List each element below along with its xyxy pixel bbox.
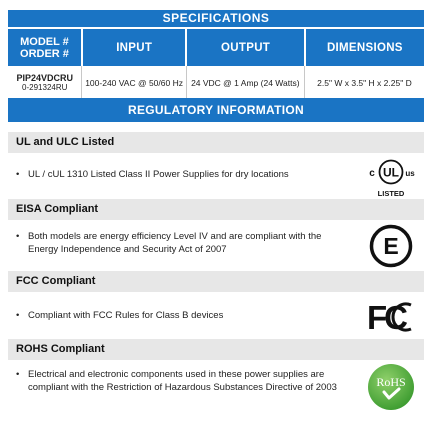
section-rohs bbox=[8, 339, 424, 418]
section-text-row bbox=[16, 368, 346, 394]
bullet: • bbox=[16, 169, 20, 180]
section-text-row bbox=[16, 168, 336, 181]
section-eisa bbox=[8, 199, 424, 270]
rohs-icon bbox=[366, 362, 416, 412]
section-heading: EISA Compliant bbox=[8, 199, 424, 220]
cell-order: 0-291324RU bbox=[22, 83, 68, 92]
bullet: • bbox=[16, 310, 20, 321]
specifications-header-row bbox=[8, 29, 424, 66]
header-model-order bbox=[8, 29, 81, 66]
energy-e-icon bbox=[369, 224, 413, 268]
energy-e-letter: E bbox=[383, 233, 399, 259]
section-heading: UL and ULC Listed bbox=[8, 132, 424, 153]
section-heading: ROHS Compliant bbox=[8, 339, 424, 360]
section-text-row bbox=[16, 230, 346, 256]
rohs-text: RoHS bbox=[376, 375, 406, 389]
table-row bbox=[8, 66, 424, 100]
specifications-title: SPECIFICATIONS bbox=[8, 10, 424, 27]
section-heading: FCC Compliant bbox=[8, 271, 424, 292]
fcc-icon bbox=[367, 300, 415, 334]
section-text: Compliant with FCC Rules for Class B devices bbox=[28, 310, 224, 321]
bullet: • bbox=[16, 369, 20, 380]
section-fcc bbox=[8, 271, 424, 338]
cell-output: 24 VDC @ 1 Amp (24 Watts) bbox=[186, 66, 304, 99]
specifications-table bbox=[8, 10, 424, 100]
section-text: Electrical and electronic components used in these power supplies are compliant with the Restriction of Hazardous Substances Directive of 2003 bbox=[28, 369, 337, 393]
cell-input: 100-240 VAC @ 50/60 Hz bbox=[81, 66, 185, 99]
header-input: INPUT bbox=[81, 29, 186, 66]
ul-listed-icon bbox=[366, 155, 416, 199]
cell-dimensions: 2.5" W x 3.5" H x 2.25" D bbox=[304, 66, 424, 99]
header-model-label: MODEL # bbox=[20, 35, 69, 48]
cell-model: PIP24VDCRU bbox=[16, 73, 73, 83]
section-ul bbox=[8, 132, 424, 197]
ul-letters: UL bbox=[383, 165, 399, 180]
header-output: OUTPUT bbox=[185, 29, 303, 66]
ul-listed-text: LISTED bbox=[377, 189, 405, 198]
section-text: UL / cUL 1310 Listed Class II Power Supplies for dry locations bbox=[28, 169, 289, 180]
section-text-row bbox=[16, 309, 336, 322]
bullet: • bbox=[16, 231, 20, 242]
header-dimensions: DIMENSIONS bbox=[304, 29, 424, 66]
header-order-label: ORDER # bbox=[20, 47, 69, 60]
section-text: Both models are energy efficiency Level IV and are compliant with the Energy Independence and Security Act of 2007 bbox=[28, 231, 322, 255]
fcc-letters: FC bbox=[367, 300, 405, 334]
cell-model-order bbox=[8, 66, 81, 99]
ul-c-letter: c bbox=[369, 168, 375, 179]
regulatory-information bbox=[8, 98, 424, 393]
ul-us-letters: us bbox=[405, 169, 415, 178]
regulatory-title: REGULATORY INFORMATION bbox=[8, 98, 424, 122]
